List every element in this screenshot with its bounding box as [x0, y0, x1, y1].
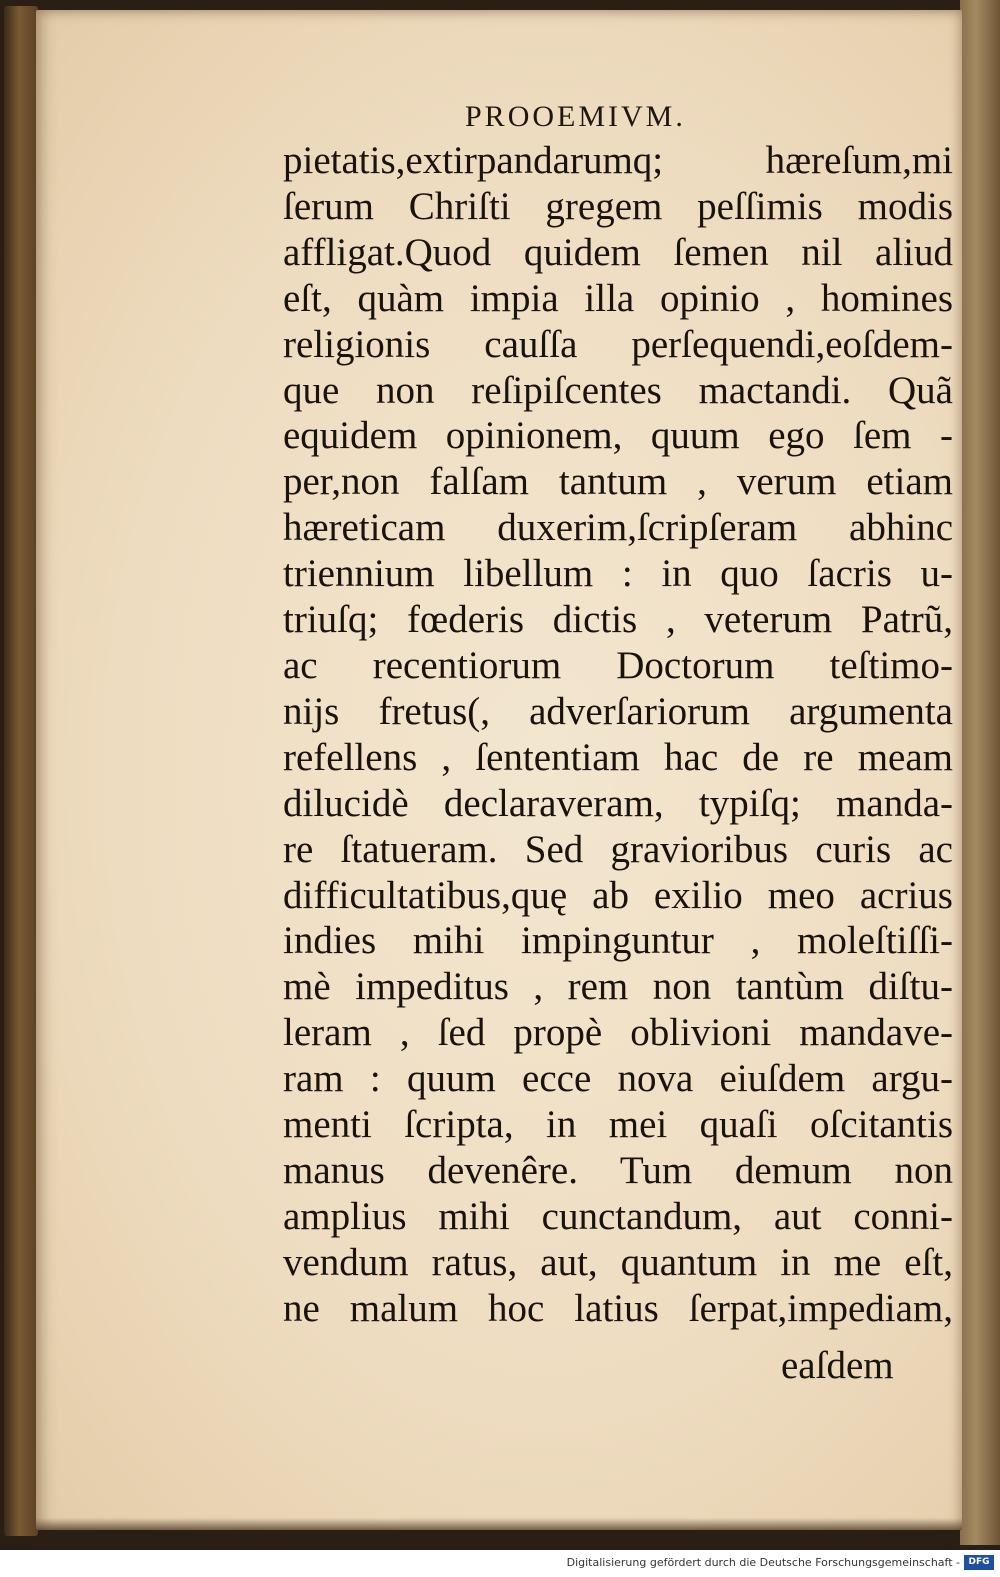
text-line: hæreticam duxerim,ſcripſeram abhinc	[283, 506, 953, 550]
text-line: eſt, quàm impia illa opinio , homines	[283, 276, 953, 320]
text-line: religionis cauſſa perſequendi,eoſdem-	[283, 322, 953, 366]
text-line: triuſq; fœderis dictis , veterum Patrũ,	[283, 598, 953, 642]
text-line: equidem opinionem, quum ego ſem -	[283, 414, 953, 458]
book-binding-edge	[4, 6, 38, 1536]
text-line: refellens , ſententiam hac de re meam	[283, 735, 953, 779]
text-line: leram , ſed propè oblivioni mandave-	[283, 1011, 953, 1055]
text-line: indies mihi impinguntur , moleſtiſſi-	[283, 919, 953, 963]
text-line: mè impeditus , rem non tantùm diſtu-	[283, 965, 953, 1009]
dfg-logo: DFG	[964, 1555, 994, 1570]
text-line: re ſtatueram. Sed gravioribus curis ac	[283, 827, 953, 871]
text-line: ram : quum ecce nova eiuſdem argu-	[283, 1057, 953, 1101]
text-line: ac recentiorum Doctorum teſtimo-	[283, 643, 953, 687]
text-line: per,non falſam tantum , verum etiam	[283, 460, 953, 504]
footer-bar	[0, 1550, 1000, 1577]
page-shadow	[36, 1518, 962, 1530]
text-line: nijs fretus(, adverſariorum argumenta	[283, 689, 953, 733]
text-line: que non reſipiſcentes mactandi. Quã	[283, 368, 953, 412]
text-line: manus devenêre. Tum demum non	[283, 1148, 953, 1192]
text-line: dilucidè declaraveram, typiſq; manda-	[283, 781, 953, 825]
text-line: triennium libellum : in quo ſacris u-	[283, 552, 953, 596]
text-line: amplius mihi cunctandum, aut conni-	[283, 1194, 953, 1238]
text-line: ſerum Chriſti gregem peſſimis modis	[283, 184, 953, 228]
funding-credit: Digitalisierung gefördert durch die Deutsche Forschungsgemeinschaft -	[566, 1556, 960, 1569]
text-line: vendum ratus, aut, quantum in me eſt,	[283, 1240, 953, 1284]
text-line: ne malum hoc latius ſerpat,impediam,	[283, 1286, 953, 1330]
running-head	[0, 100, 1000, 134]
catchword: eaſdem	[781, 1344, 894, 1387]
text-line: affligat.Quod quidem ſemen nil aliud	[283, 230, 953, 274]
text-line: difficultatibus,quę ab exilio meo acrius	[283, 873, 953, 917]
text-line: pietatis,extirpandarumq; hæreſum,mi	[283, 139, 953, 182]
book-fore-edge	[960, 0, 1000, 1545]
text-line: menti ſcripta, in mei quaſi oſcitantis	[283, 1103, 953, 1147]
body-text	[283, 138, 953, 1332]
running-title: PROOEMIVM.	[465, 100, 686, 133]
